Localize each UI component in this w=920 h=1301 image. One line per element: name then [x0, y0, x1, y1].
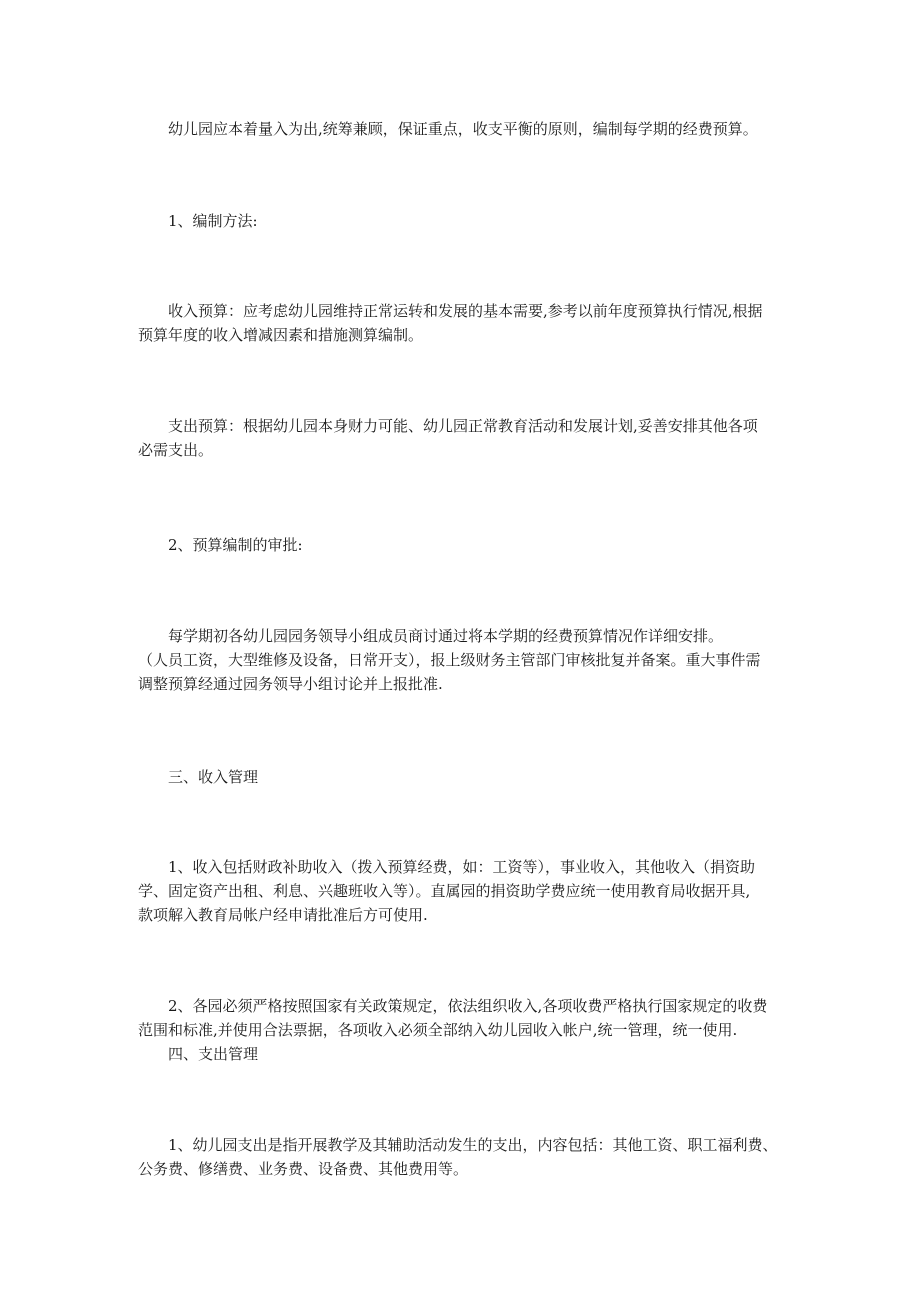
text-line: 三、收入管理 — [168, 768, 259, 786]
text-line: 四、支出管理 — [168, 1045, 259, 1063]
text-line: 2、预算编制的审批: — [168, 536, 303, 554]
text-line: 款项解入教育局帐户经申请批准后方可使用. — [138, 906, 428, 924]
heading-budget-approval — [138, 533, 788, 557]
paragraph-income-budget — [138, 299, 788, 347]
heading-compilation-method — [138, 209, 788, 233]
text-line: 收入预算：应考虑幼儿园维持正常运转和发展的基本需要,参考以前年度预算执行情况,根据 — [168, 302, 763, 320]
paragraph-expense-budget — [138, 414, 788, 462]
paragraph-income-regulations — [138, 994, 788, 1042]
text-line: 范围和标准,并使用合法票据，各项收入必须全部纳入幼儿园收入帐户,统一管理，统一使用. — [138, 1021, 738, 1039]
paragraph-approval-process — [138, 624, 788, 696]
text-line: 预算年度的收入增减因素和措施测算编制。 — [138, 326, 424, 344]
text-line: 调整预算经通过园务领导小组讨论并上报批准. — [138, 675, 443, 693]
text-line: 2、各园必须严格按照国家有关政策规定，依法组织收入,各项收费严格执行国家规定的收费 — [168, 997, 768, 1015]
text-line: 1、收入包括财政补助收入（拨入预算经费，如：工资等），事业收入，其他收入（捐资助 — [168, 858, 756, 876]
paragraph-expense-contents — [138, 1133, 788, 1181]
text-line: 公务费、修缮费、业务费、设备费、其他费用等。 — [138, 1160, 469, 1178]
text-line: 1、幼儿园支出是指开展教学及其辅助活动发生的支出，内容包括：其他工资、职工福利费、 — [168, 1136, 778, 1154]
text-line: 每学期初各幼儿园园务领导小组成员商讨通过将本学期的经费预算情况作详细安排。 — [168, 627, 724, 645]
paragraph-budget-principle — [138, 117, 788, 141]
text-line: 1、编制方法: — [168, 212, 258, 230]
text-line: 必需支出。 — [138, 441, 214, 459]
heading-income-management — [138, 765, 788, 789]
text-line: 幼儿园应本着量入为出,统筹兼顾，保证重点，收支平衡的原则，编制每学期的经费预算。 — [168, 120, 758, 138]
paragraph-income-sources — [138, 855, 788, 927]
text-line: 学、固定资产出租、利息、兴趣班收入等）。直属园的捐资助学费应统一使用教育局收据开具, — [138, 882, 751, 900]
text-line: （人员工资，大型维修及设备，日常开支），报上级财务主管部门审核批复并备案。重大事件需 — [138, 651, 761, 669]
heading-expense-management — [138, 1042, 788, 1066]
text-line: 支出预算：根据幼儿园本身财力可能、幼儿园正常教育活动和发展计划,妥善安排其他各项 — [168, 417, 758, 435]
